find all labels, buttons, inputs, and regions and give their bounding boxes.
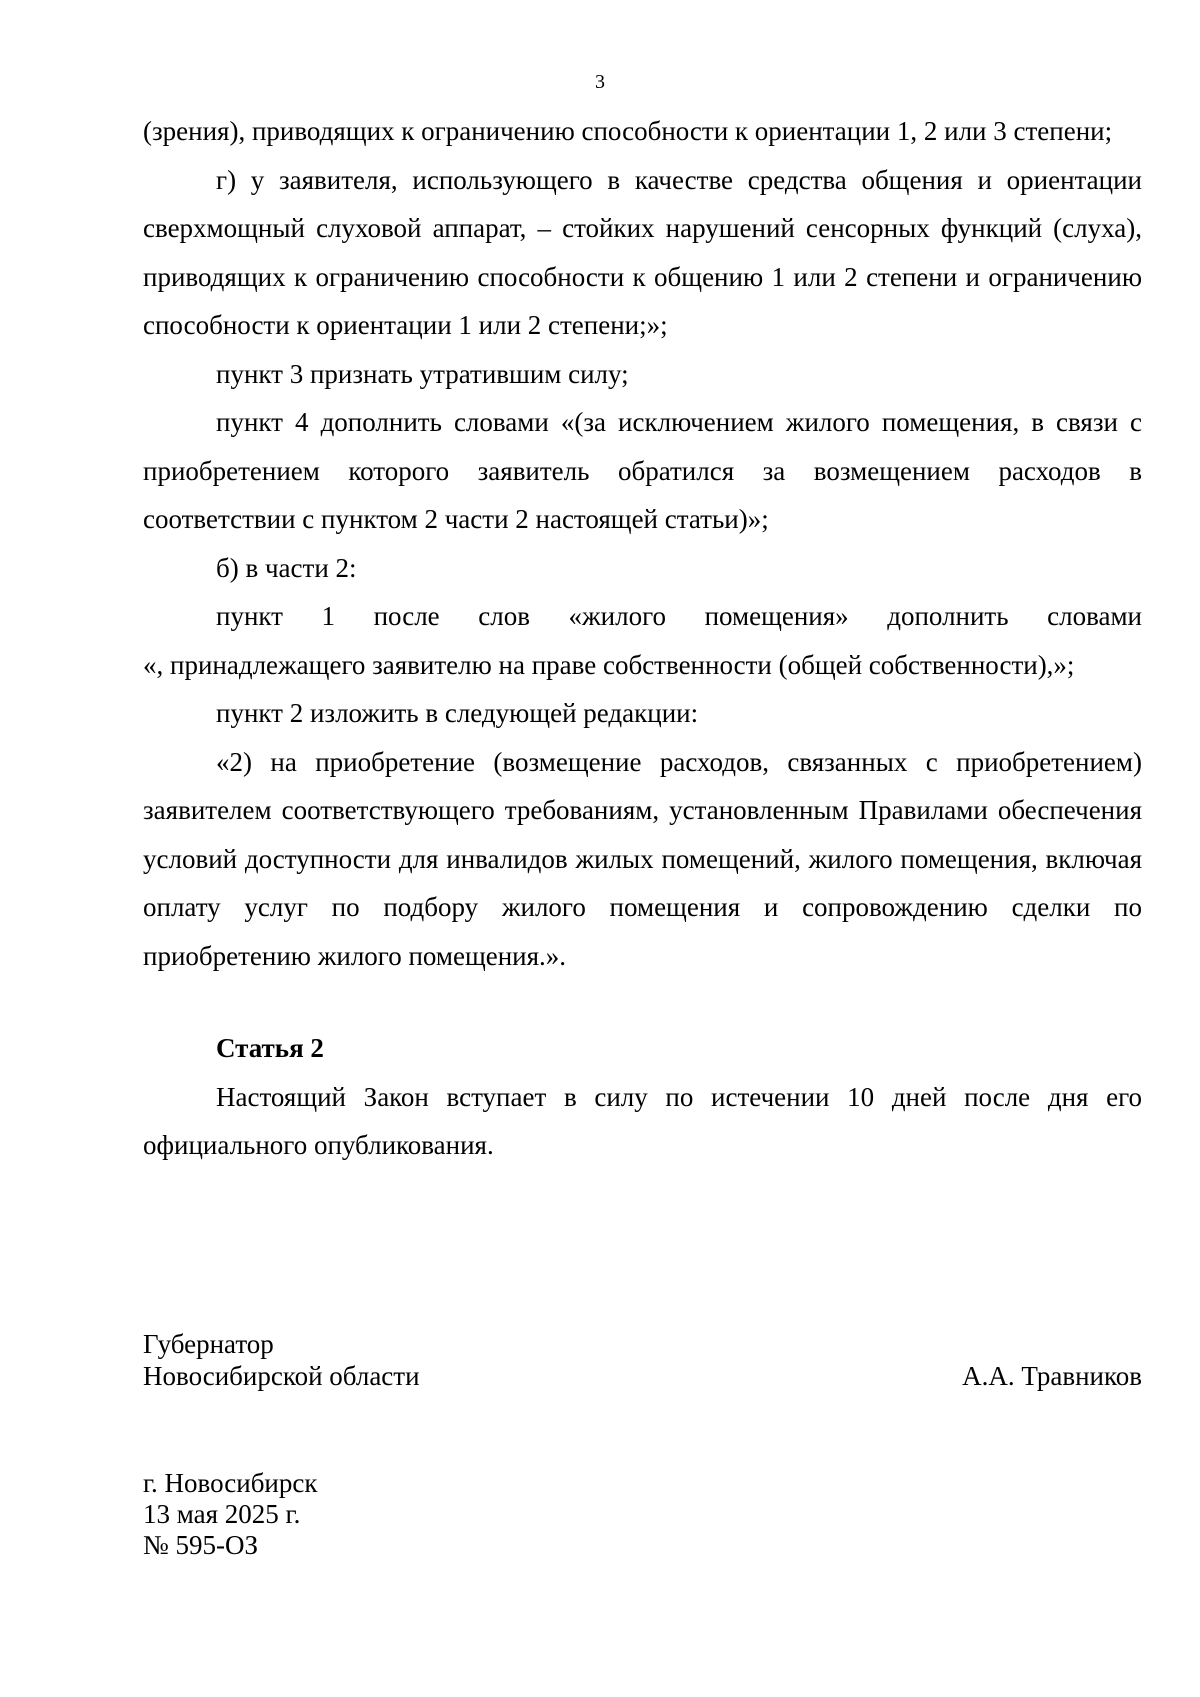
signature-block	[143, 1328, 1142, 1392]
paragraph-point-2-text: «2) на приобретение (возмещение расходов, связанных с приобретением) заявителем соответствующего требованиям, установленным Правилами обеспечения условий доступности для инвалидов жилых помещений, жилого помещения, включая оплату услуг по подбору жилого помещения и сопровождению сделки по приобретению жилого помещения.».	[143, 746, 1142, 971]
signature-row	[143, 1360, 1142, 1392]
place-date-number-block	[143, 1468, 318, 1561]
signatory-name: А.А. Травников	[962, 1361, 1142, 1391]
paragraph-point-2: пункт 2 изложить в следующей редакции:	[216, 698, 699, 728]
article-heading: Статья 2	[216, 1033, 324, 1063]
document-body	[143, 107, 1142, 1170]
law-date: 13 мая 2025 г.	[143, 1499, 301, 1529]
paragraph-continuation-vision: (зрения), приводящих к ограничению способности к ориентации 1, 2 или 3 степени;	[143, 116, 1113, 146]
place-city: г. Новосибирск	[143, 1468, 318, 1498]
article-text: Настоящий Закон вступает в силу по истечении 10 дней после дня его официального опубликования.	[143, 1081, 1142, 1160]
paragraph-item-b: б) в части 2:	[216, 552, 357, 583]
law-number: № 595-ОЗ	[143, 1530, 259, 1560]
signatory-title-line2: Новосибирской области	[143, 1361, 420, 1391]
paragraph-point-4: пункт 4 дополнить словами «(за исключением жилого помещения, в связи с приобретением которого заявитель обратился за возмещением расходов в соответствии с пунктом 2 части 2 настоящей статьи)»;	[143, 407, 1142, 534]
signatory-title-line1: Губернатор	[143, 1329, 274, 1359]
paragraph-item-g: г) у заявителя, использующего в качестве средства общения и ориентации сверхмощный слуховой аппарат, – стойких нарушений сенсорных функций (слуха), приводящих к ограничению способности к общению 1 или 2 степени и ограничению способности к ориентации 1 или 2 степени;»;	[143, 164, 1142, 340]
spacer	[143, 980, 1142, 1024]
paragraph-point-3: пункт 3 признать утратившим силу;	[216, 358, 629, 389]
page-number: 3	[595, 71, 605, 93]
paragraph-point-1-continuation: «, принадлежащего заявителю на праве собственности (общей собственности),»;	[143, 649, 1075, 680]
paragraph-point-1: пункт 1 после слов «жилого помещения» дополнить словами	[216, 601, 1142, 631]
